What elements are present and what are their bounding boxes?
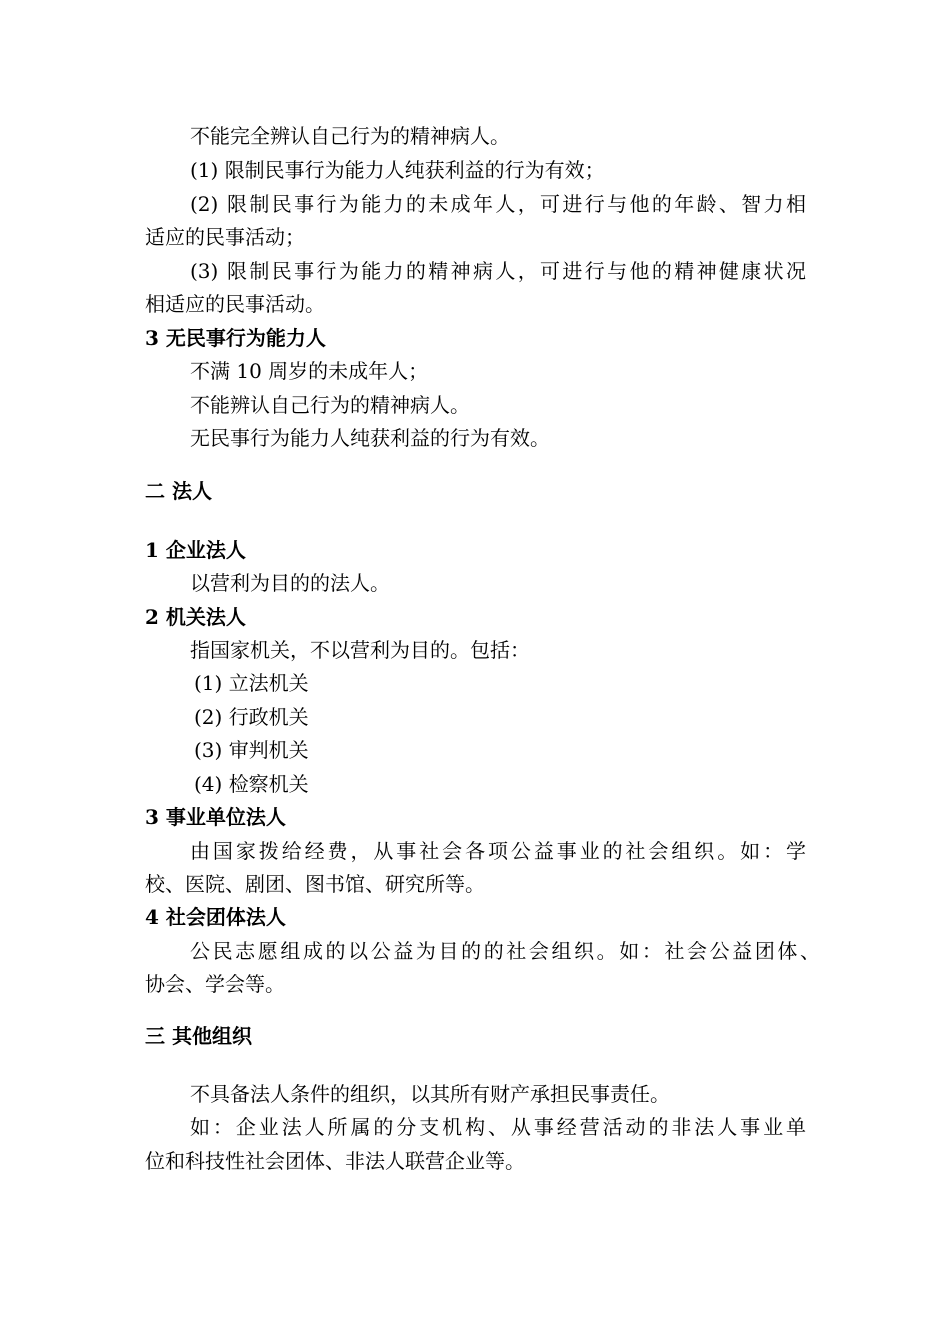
paragraph-line: 不能完全辨认自己行为的精神病人。 [190, 124, 510, 148]
list-item: (3) 审判机关 [194, 738, 309, 762]
list-item: (2) 限制民事行为能力的未成年人，可进行与他的年龄、智力相 [190, 192, 806, 216]
paragraph-line: 如：企业法人所属的分支机构、从事经营活动的非法人事业单 [190, 1115, 806, 1139]
subsection-heading: 2 机关法人 [145, 605, 246, 629]
list-item: (3) 限制民事行为能力的精神病人，可进行与他的精神健康状况 [190, 259, 806, 283]
list-item-continuation: 相适应的民事活动。 [145, 292, 325, 316]
paragraph-line: 以营利为目的的法人。 [190, 571, 390, 595]
paragraph-line: 由国家拨给经费，从事社会各项公益事业的社会组织。如：学 [190, 839, 806, 863]
section-heading: 三 其他组织 [145, 1024, 252, 1048]
paragraph-line: 校、医院、剧团、图书馆、研究所等。 [145, 872, 485, 896]
section-heading: 二 法人 [145, 479, 212, 503]
subsection-heading: 1 企业法人 [145, 538, 246, 562]
paragraph-line: 不能辨认自己行为的精神病人。 [190, 393, 470, 417]
list-item-continuation: 适应的民事活动； [145, 225, 305, 249]
subsection-heading: 3 无民事行为能力人 [145, 326, 326, 350]
paragraph-line: 不满 10 周岁的未成年人； [190, 359, 429, 383]
paragraph-line: 不具备法人条件的组织，以其所有财产承担民事责任。 [190, 1082, 670, 1106]
subsection-heading: 4 社会团体法人 [145, 905, 286, 929]
list-item: (1) 限制民事行为能力人纯获利益的行为有效； [190, 158, 605, 182]
paragraph-line: 无民事行为能力人纯获利益的行为有效。 [190, 426, 550, 450]
paragraph-line: 协会、学会等。 [145, 972, 285, 996]
list-item: (4) 检察机关 [194, 772, 309, 796]
paragraph-line: 指国家机关，不以营利为目的。包括： [190, 638, 530, 662]
list-item: (2) 行政机关 [194, 705, 309, 729]
paragraph-line: 位和科技性社会团体、非法人联营企业等。 [145, 1149, 525, 1173]
list-item: (1) 立法机关 [194, 671, 309, 695]
subsection-heading: 3 事业单位法人 [145, 805, 286, 829]
paragraph-line: 公民志愿组成的以公益为目的的社会组织。如：社会公益团体、 [190, 939, 820, 963]
